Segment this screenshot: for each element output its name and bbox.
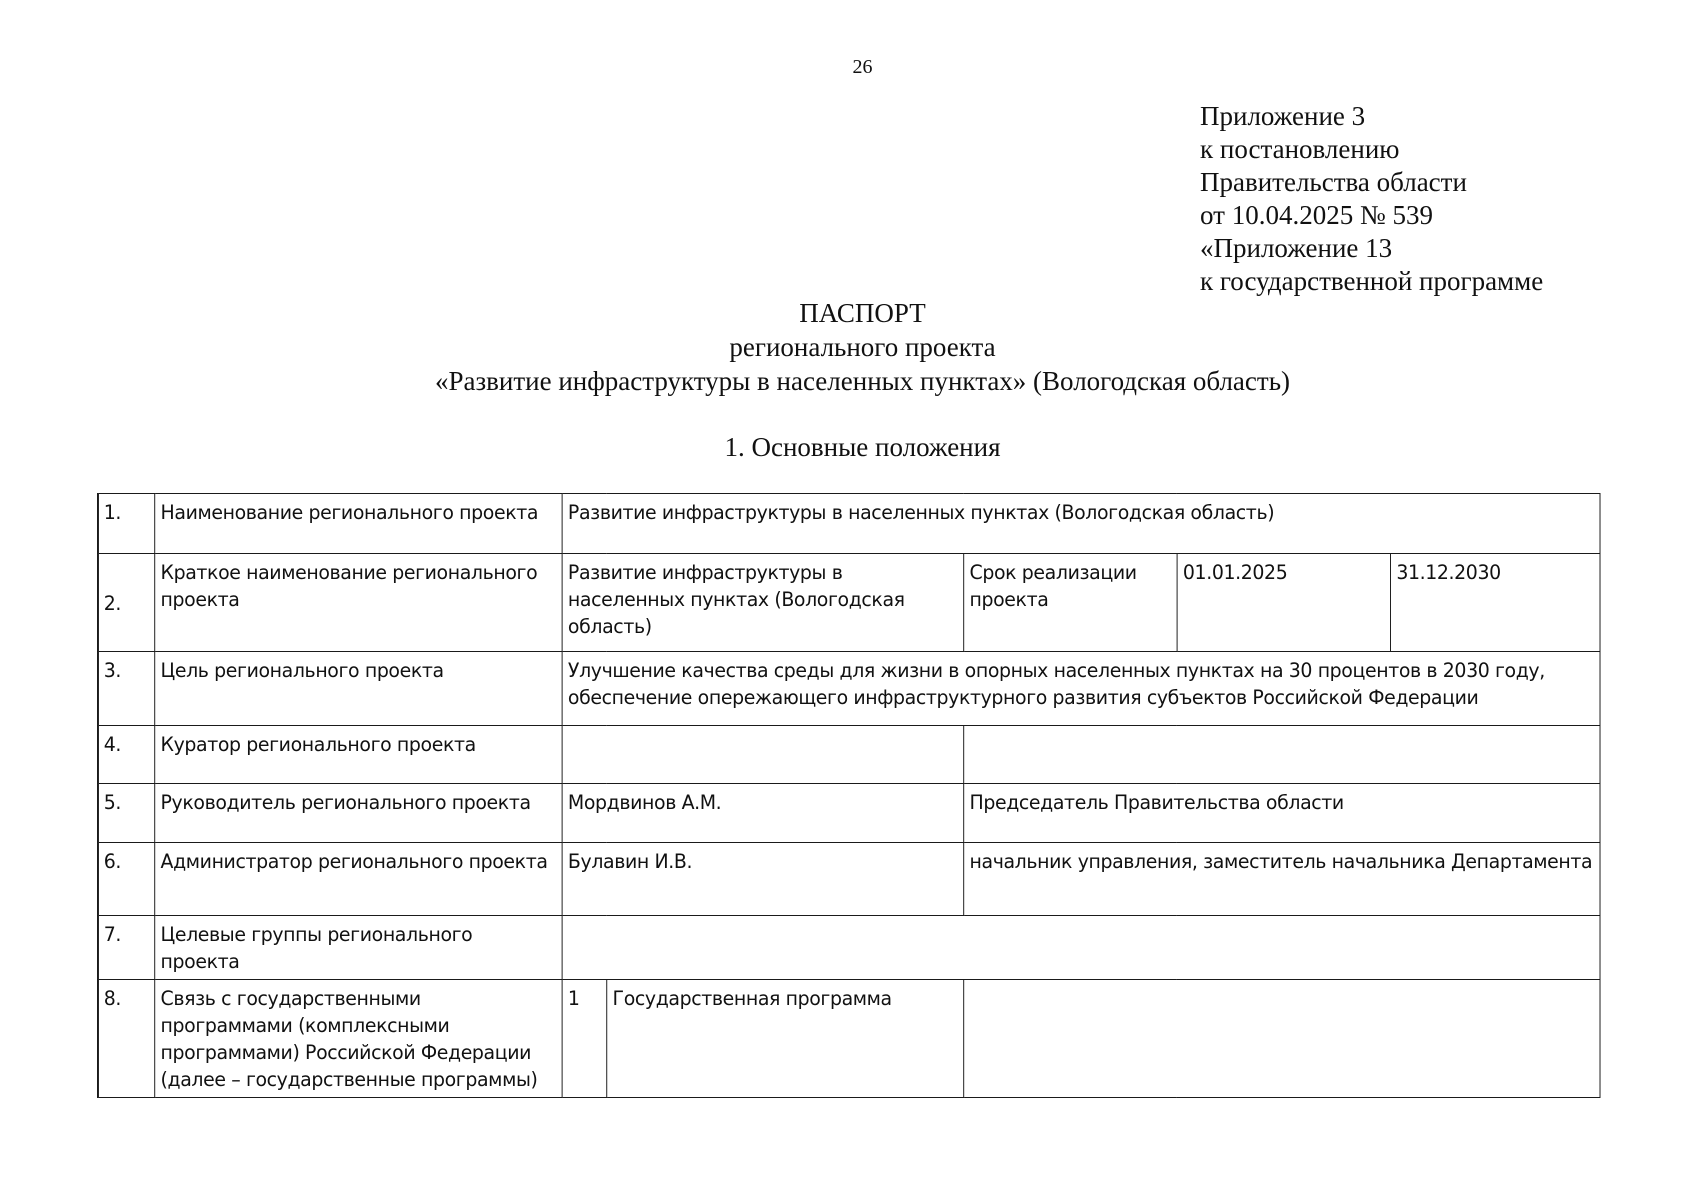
row-number: 6. [98, 843, 154, 916]
term-start-date: 01.01.2025 [1177, 554, 1390, 652]
row-label: Целевые группы регионального проекта [154, 916, 561, 980]
row-label: Куратор регионального проекта [154, 726, 561, 784]
appendix-line: к государственной программе [1200, 266, 1544, 296]
document-title-block [0, 296, 1698, 398]
table-row [98, 554, 1600, 652]
term-label: Срок реализации проекта [963, 554, 1176, 652]
row-number: 4. [98, 726, 154, 784]
administrator-position: начальник управления, заместитель начальника Департамента [963, 843, 1599, 916]
passport-table [97, 493, 1600, 1098]
appendix-line: Приложение 3 [1200, 101, 1366, 131]
document-title: ПАСПОРТ [799, 298, 926, 328]
row-number: 2. [98, 554, 154, 652]
table-row [98, 726, 1600, 784]
table-row [98, 784, 1600, 843]
row-value: Улучшение качества среды для жизни в опорных населенных пунктах на 30 процентов в 2030 году, обеспечение опережающего инфраструктурного развития субъектов Российской Федерации [562, 652, 1600, 726]
table-row [98, 843, 1600, 916]
row-label: Администратор регионального проекта [154, 843, 561, 916]
program-value [963, 980, 1599, 1098]
document-subtitle: регионального проекта [729, 332, 996, 362]
administrator-name: Булавин И.В. [562, 843, 964, 916]
row-label: Наименование регионального проекта [154, 494, 561, 554]
row-number: 1. [98, 494, 154, 554]
row-value: Развитие инфраструктуры в населенных пунктах (Вологодская область) [562, 494, 1600, 554]
appendix-block [1200, 100, 1543, 298]
row-label: Руководитель регионального проекта [154, 784, 561, 843]
row-number: 5. [98, 784, 154, 843]
appendix-line: «Приложение 13 [1200, 233, 1393, 263]
row-label: Краткое наименование регионального проекта [154, 554, 561, 652]
row-number: 8. [98, 980, 154, 1098]
appendix-line: от 10.04.2025 № 539 [1200, 200, 1433, 230]
row-number: 3. [98, 652, 154, 726]
head-position: Председатель Правительства области [963, 784, 1599, 843]
page-number: 26 [852, 56, 873, 78]
table-row [98, 916, 1600, 980]
table-row [98, 980, 1600, 1098]
head-name: Мордвинов А.М. [562, 784, 964, 843]
row-value: Развитие инфраструктуры в населенных пунктах (Вологодская область) [562, 554, 964, 652]
program-index: 1 [562, 980, 607, 1098]
program-label: Государственная программа [606, 980, 963, 1098]
row-value [562, 916, 1600, 980]
table-row [98, 494, 1600, 554]
appendix-line: к постановлению [1200, 134, 1400, 164]
term-end-date: 31.12.2030 [1390, 554, 1600, 652]
row-label: Цель регионального проекта [154, 652, 561, 726]
row-label: Связь с государственными программами (комплексными программами) Российской Федерации (далее – государственные программы) [154, 980, 561, 1098]
appendix-line: Правительства области [1200, 167, 1467, 197]
curator-position [963, 726, 1599, 784]
row-number: 7. [98, 916, 154, 980]
project-title: «Развитие инфраструктуры в населенных пунктах» (Вологодская область) [434, 366, 1290, 396]
section-heading: 1. Основные положения [724, 432, 1001, 462]
table-row [98, 652, 1600, 726]
curator-name [562, 726, 964, 784]
